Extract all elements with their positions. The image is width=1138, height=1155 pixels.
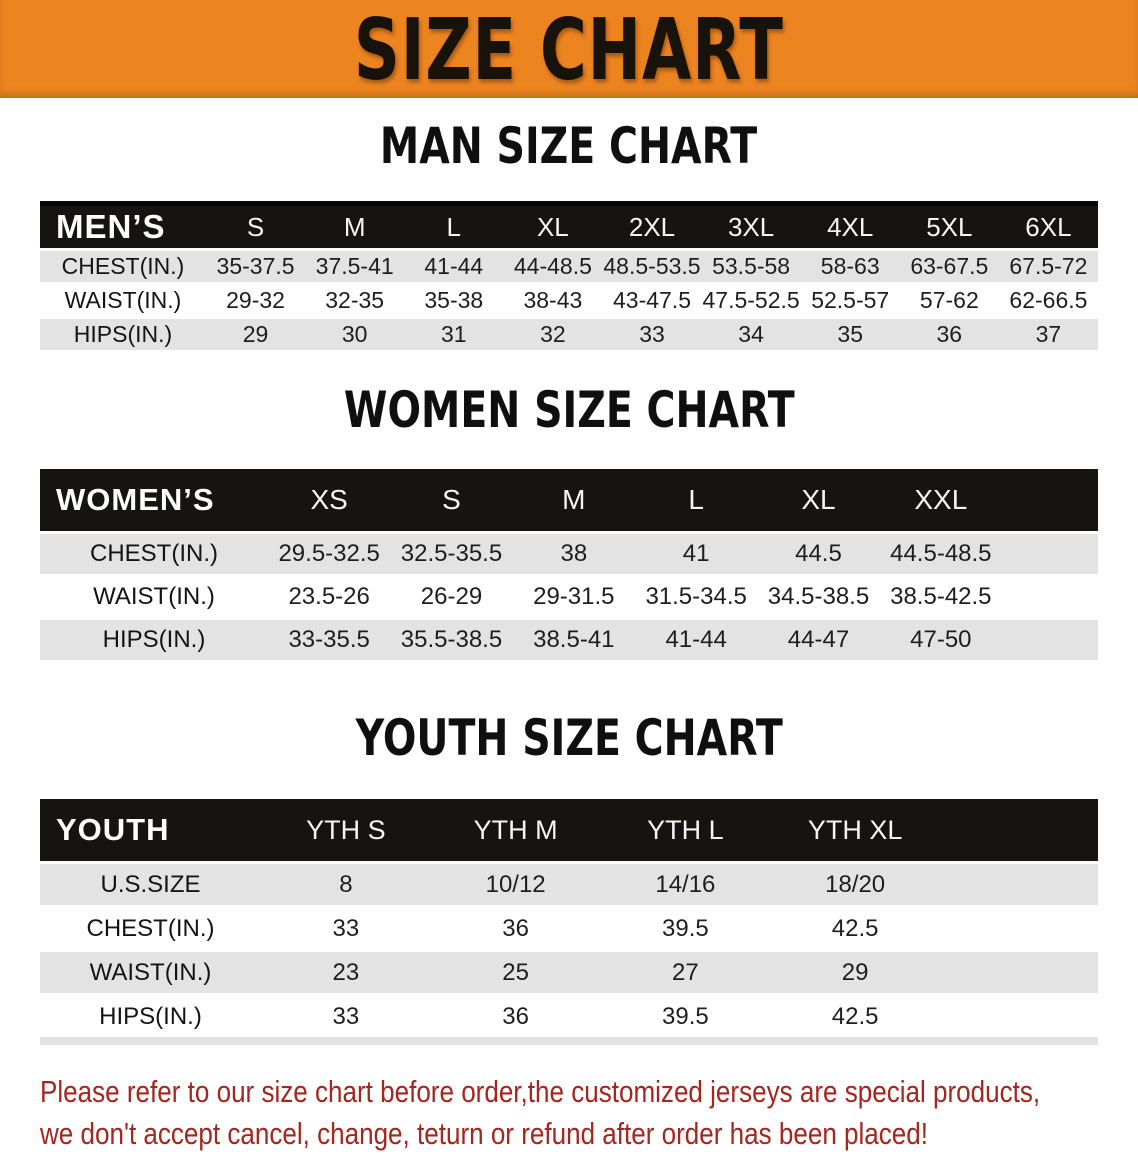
size-cell: 34 [702,316,801,350]
size-cell: 58-63 [801,248,900,282]
womens-section-heading [0,381,1138,449]
table-corner-label: YOUTH [40,799,261,861]
size-cell: 29.5-32.5 [268,531,390,574]
disclaimer-line-1: Please refer to our size chart before order,the customized jerseys are special products, [40,1074,1041,1109]
row-label: WAIST(IN.) [40,282,206,316]
size-cell: 63-67.5 [900,248,999,282]
column-header: YTH L [601,799,771,861]
filler-cell [1002,469,1098,531]
size-cell: 37 [999,316,1098,350]
size-cell: 10/12 [431,861,601,905]
mens-section-heading [0,117,1138,185]
filler-cell [940,905,1098,949]
filler-cell [940,993,1098,1037]
mens-size-table [40,201,1098,350]
column-header: 4XL [801,201,900,248]
table-row [40,248,1098,282]
row-label: CHEST(IN.) [40,531,268,574]
womens-size-table [40,469,1098,660]
size-cell: 33-35.5 [268,617,390,660]
size-cell: 35-37.5 [206,248,305,282]
size-cell: 39.5 [601,993,771,1037]
column-header: XL [503,201,602,248]
table-row [40,861,1098,905]
size-cell: 29-32 [206,282,305,316]
column-header: YTH S [261,799,431,861]
size-cell: 62-66.5 [999,282,1098,316]
size-cell: 29-31.5 [513,574,635,617]
column-header: XXL [880,469,1002,531]
youth-size-table [40,799,1098,1045]
womens-heading-text: WOMEN SIZE CHART [343,381,795,440]
column-header: 2XL [602,201,701,248]
size-cell: 57-62 [900,282,999,316]
size-cell: 33 [261,905,431,949]
disclaimer-line-2: we don't accept cancel, change, teturn or refund after order has been placed! [40,1116,929,1151]
size-cell: 32 [503,316,602,350]
filler-cell [1002,617,1098,660]
table-corner-label: MEN’S [40,201,206,248]
size-cell: 14/16 [601,861,771,905]
size-cell: 36 [431,905,601,949]
row-label: CHEST(IN.) [40,905,261,949]
size-cell: 33 [602,316,701,350]
size-cell: 43-47.5 [602,282,701,316]
column-header: YTH M [431,799,601,861]
youth-heading-text: YOUTH SIZE CHART [355,709,783,768]
row-label: HIPS(IN.) [40,993,261,1037]
row-label: WAIST(IN.) [40,949,261,993]
row-label: HIPS(IN.) [40,316,206,350]
size-cell: 31.5-34.5 [635,574,757,617]
header-row [40,469,1098,531]
size-cell: 38 [513,531,635,574]
column-header: S [206,201,305,248]
size-cell: 29 [770,949,940,993]
size-cell: 38-43 [503,282,602,316]
column-header: XS [268,469,390,531]
column-header: L [635,469,757,531]
header-row [40,799,1098,861]
size-cell: 48.5-53.5 [602,248,701,282]
table-row [40,282,1098,316]
table-row [40,617,1098,660]
banner-title: SIZE CHART [354,0,784,99]
size-cell: 47.5-52.5 [702,282,801,316]
size-cell: 42.5 [770,905,940,949]
size-cell: 26-29 [390,574,512,617]
size-cell: 44.5-48.5 [880,531,1002,574]
column-header: YTH XL [770,799,940,861]
column-header: M [305,201,404,248]
filler-cell [940,861,1098,905]
size-cell: 44.5 [757,531,879,574]
table-row [40,531,1098,574]
size-cell: 53.5-58 [702,248,801,282]
size-cell: 30 [305,316,404,350]
filler-cell [1002,574,1098,617]
size-cell: 37.5-41 [305,248,404,282]
size-cell: 8 [261,861,431,905]
size-cell: 52.5-57 [801,282,900,316]
table-row [40,905,1098,949]
size-cell: 35-38 [404,282,503,316]
column-header: 3XL [702,201,801,248]
size-cell: 32-35 [305,282,404,316]
size-cell: 41 [635,531,757,574]
banner [0,0,1138,98]
size-cell: 38.5-42.5 [880,574,1002,617]
size-cell: 34.5-38.5 [757,574,879,617]
size-cell: 36 [431,993,601,1037]
column-header: XL [757,469,879,531]
filler-cell [1002,531,1098,574]
size-cell: 39.5 [601,905,771,949]
size-cell: 36 [900,316,999,350]
column-header: 5XL [900,201,999,248]
size-cell: 35 [801,316,900,350]
table-corner-label: WOMEN’S [40,469,268,531]
size-cell: 42.5 [770,993,940,1037]
size-cell: 44-48.5 [503,248,602,282]
size-cell: 35.5-38.5 [390,617,512,660]
size-cell: 47-50 [880,617,1002,660]
table-row [40,574,1098,617]
header-row [40,201,1098,248]
column-header: 6XL [999,201,1098,248]
youth-section-heading [0,709,1138,777]
row-label: CHEST(IN.) [40,248,206,282]
size-cell: 23.5-26 [268,574,390,617]
row-label: U.S.SIZE [40,861,261,905]
size-cell: 31 [404,316,503,350]
column-header: L [404,201,503,248]
size-cell: 25 [431,949,601,993]
size-cell: 32.5-35.5 [390,531,512,574]
size-cell: 23 [261,949,431,993]
column-header: S [390,469,512,531]
row-label: WAIST(IN.) [40,574,268,617]
size-cell: 27 [601,949,771,993]
filler-cell [940,799,1098,861]
size-cell: 41-44 [635,617,757,660]
column-header: M [513,469,635,531]
size-cell: 67.5-72 [999,248,1098,282]
size-cell: 18/20 [770,861,940,905]
mens-heading-text: MAN SIZE CHART [380,117,758,176]
filler-cell [940,949,1098,993]
size-cell: 44-47 [757,617,879,660]
row-label: HIPS(IN.) [40,617,268,660]
table-row [40,949,1098,993]
size-cell: 38.5-41 [513,617,635,660]
table-row [40,316,1098,350]
size-cell: 41-44 [404,248,503,282]
size-cell: 33 [261,993,431,1037]
disclaimer-note [40,1071,1138,1155]
size-cell: 29 [206,316,305,350]
table-row [40,993,1098,1037]
